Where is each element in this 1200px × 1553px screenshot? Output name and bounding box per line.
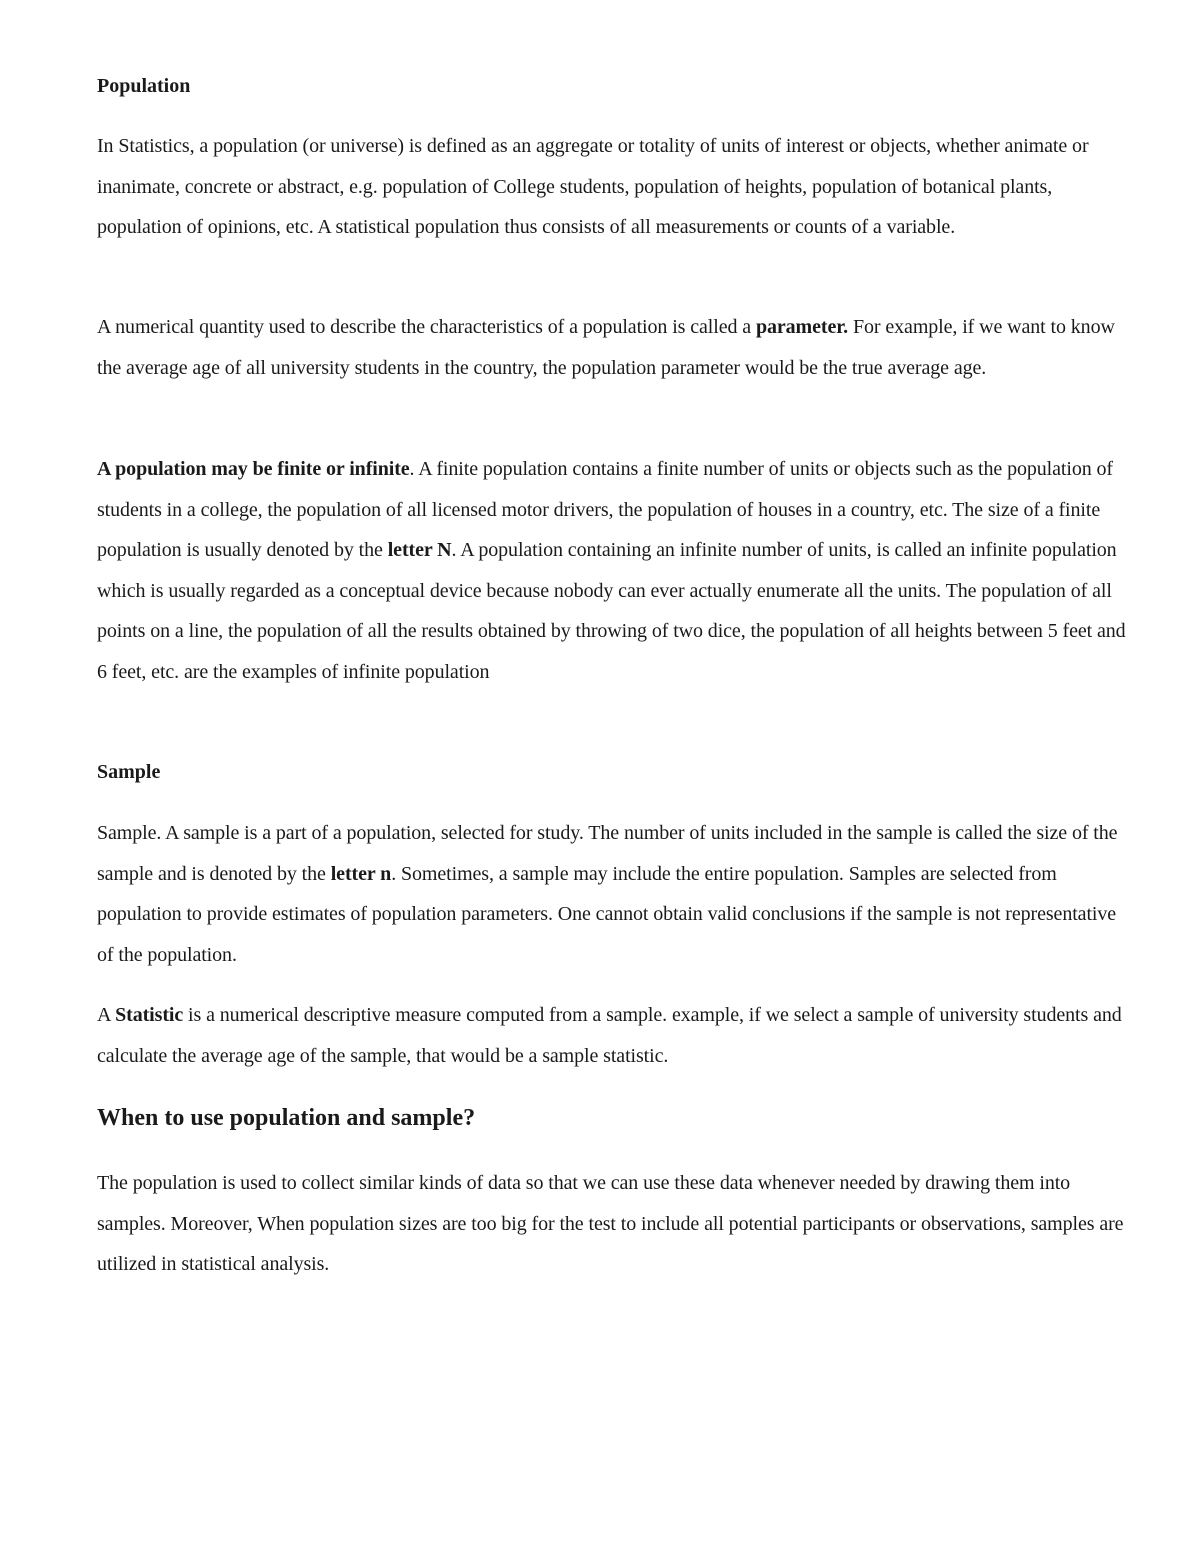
- parameter-text-before: A numerical quantity used to describe the characteristics of a population is called a: [97, 316, 756, 338]
- population-definition-paragraph: In Statistics, a population (or universe) is defined as an aggregate or totality of units of interest or objects, whether animate or inanimate, concrete or abstract, e.g. population of College students, population of heights, population of botanical plants, population of opinions, etc. A statistical population thus consists of all measurements or counts of a variable.: [97, 135, 1089, 239]
- sample-heading: Sample: [97, 761, 161, 783]
- population-heading: Population: [97, 75, 191, 97]
- sample-text-part1: Sample. A sample is a part of a population, selected for study. The number of units included in the sample is called the size of the sample and is denoted by the: [97, 822, 1118, 885]
- statistic-term: Statistic: [115, 1004, 184, 1026]
- sample-definition-paragraph: [97, 813, 1127, 975]
- letter-N-term: letter N: [387, 539, 452, 562]
- finite-text-part1: . A finite population contains a finite number of units or objects such as the population of students in a college, the population of all licensed motor drivers, the population of houses in a country, etc. The size of a finite population is usually denoted by the: [97, 458, 1113, 562]
- parameter-term: parameter.: [755, 316, 849, 338]
- statistic-text-after: is a numerical descriptive measure computed from a sample. example, if we select a sample of university students and calculate the average age of the sample, that would be a sample statistic.: [97, 1004, 1122, 1067]
- finite-infinite-lead: A population may be finite or infinite: [97, 458, 410, 480]
- parameter-paragraph: [97, 307, 1127, 388]
- letter-n-term: letter n: [330, 862, 392, 885]
- when-to-use-heading: When to use population and sample?: [97, 1105, 476, 1131]
- parameter-text-after: For example, if we want to know the average age of all university students in the country, the population parameter would be the true average age.: [97, 316, 1115, 379]
- statistic-paragraph: [97, 995, 1127, 1076]
- when-to-use-paragraph: The population is used to collect similar kinds of data so that we can use these data whenever needed by drawing them into samples. Moreover, When population sizes are too big for the test to include all potential participants or observations, samples are utilized in statistical analysis.: [97, 1172, 1124, 1276]
- sample-text-part2: . Sometimes, a sample may include the entire population. Samples are selected from population to provide estimates of population parameters. One cannot obtain valid conclusions if the sample is not representative of the population.: [97, 862, 1117, 966]
- statistic-text-before: A: [97, 1004, 116, 1026]
- finite-infinite-paragraph: [97, 449, 1127, 693]
- finite-text-part2: . A population containing an infinite number of units, is called an infinite population which is usually regarded as a conceptual device because nobody can ever actually enumerate all the units. The population of all points on a line, the population of all the results obtained by throwing of two dice, the population of all heights between 5 feet and 6 feet, etc. are the examples of infinite population: [97, 539, 1126, 683]
